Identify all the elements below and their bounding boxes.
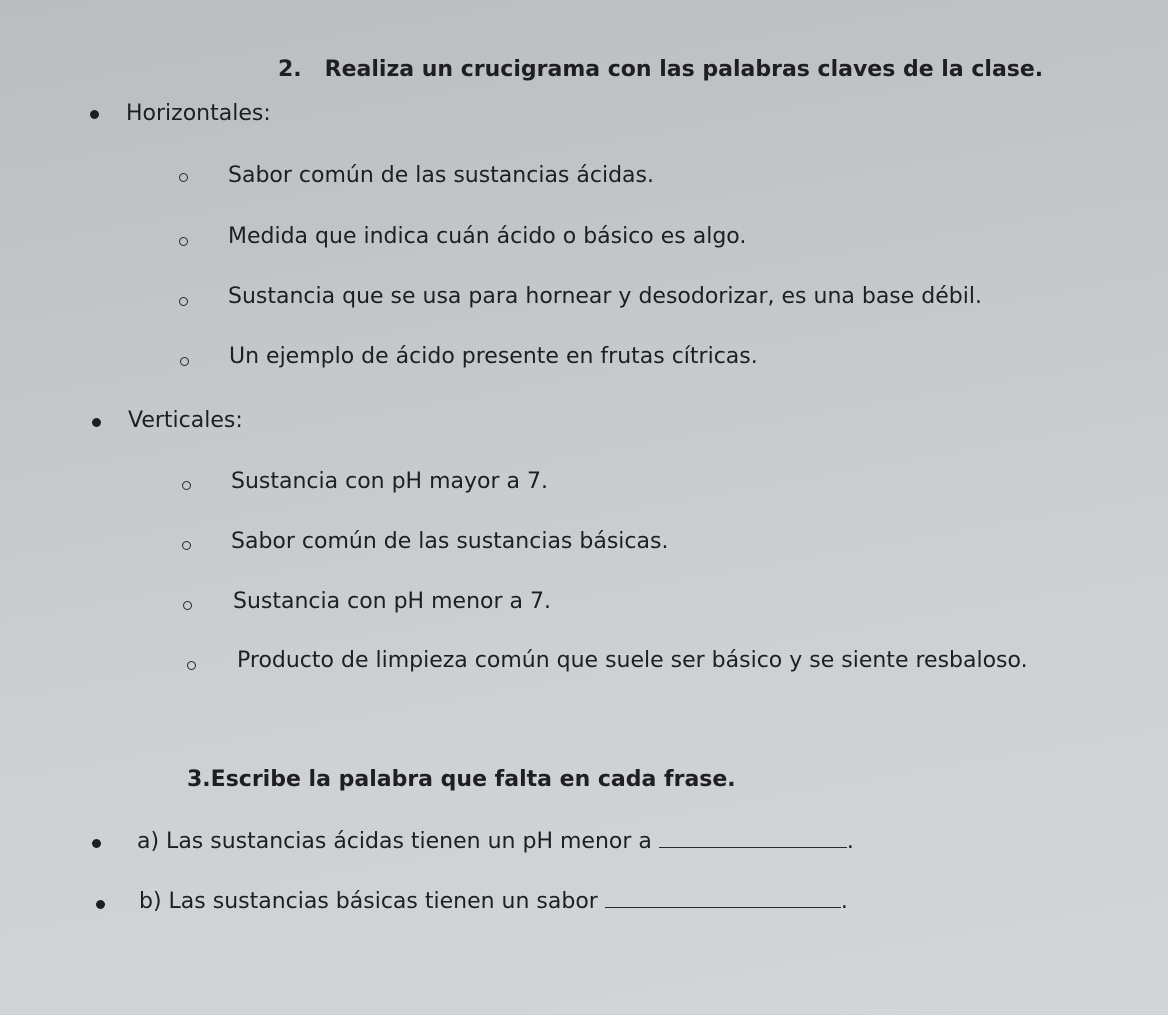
vertical-clue-4: Producto de limpieza común que suele ser básico y se siente resbaloso.	[237, 648, 1028, 673]
horizontal-clue-2: Medida que indica cuán ácido o básico es algo.	[228, 224, 747, 249]
fill-blank-b-answer-line[interactable]	[605, 889, 841, 908]
fill-blank-b-text: b) Las sustancias básicas tienen un sabor	[139, 889, 598, 914]
fill-blank-a-text: a) Las sustancias ácidas tienen un pH menor a	[137, 829, 652, 854]
vertical-clue-2-bullet-icon	[182, 541, 191, 550]
vertical-clue-1: Sustancia con pH mayor a 7.	[231, 469, 548, 494]
horizontal-clue-2-bullet-icon	[179, 237, 188, 246]
horizontal-clue-4-bullet-icon	[180, 357, 189, 366]
vertical-bullet-icon	[92, 418, 101, 427]
fill-blank-a-period: .	[846, 829, 854, 854]
exercise-2-title-text: Realiza un crucigrama con las palabras claves de la clase.	[324, 57, 1044, 82]
fill-blank-b	[139, 888, 848, 916]
exercise-2-title	[278, 56, 1043, 84]
vertical-clue-3-bullet-icon	[183, 601, 192, 610]
vertical-heading: Verticales:	[128, 408, 243, 433]
fill-blank-b-period: .	[840, 889, 848, 914]
fill-blank-b-bullet-icon	[96, 900, 105, 909]
vertical-clue-3: Sustancia con pH menor a 7.	[233, 589, 551, 614]
horizontal-clue-1-bullet-icon	[179, 173, 188, 182]
horizontal-clue-3-bullet-icon	[179, 297, 188, 306]
horizontal-heading: Horizontales:	[126, 101, 271, 126]
fill-blank-a-answer-line[interactable]	[659, 829, 847, 848]
horizontal-bullet-icon	[90, 110, 99, 119]
horizontal-clue-3: Sustancia que se usa para hornear y desodorizar, es una base débil.	[228, 284, 982, 309]
exercise-2-number: 2.	[278, 57, 302, 82]
fill-blank-a-bullet-icon	[92, 839, 101, 848]
vertical-clue-1-bullet-icon	[182, 481, 191, 490]
vertical-clue-4-bullet-icon	[187, 661, 196, 670]
fill-blank-a	[137, 828, 854, 856]
horizontal-clue-4: Un ejemplo de ácido presente en frutas cítricas.	[229, 344, 758, 369]
horizontal-clue-1: Sabor común de las sustancias ácidas.	[228, 163, 654, 188]
exercise-3-title: 3.Escribe la palabra que falta en cada frase.	[187, 767, 736, 792]
vertical-clue-2: Sabor común de las sustancias básicas.	[231, 529, 669, 554]
